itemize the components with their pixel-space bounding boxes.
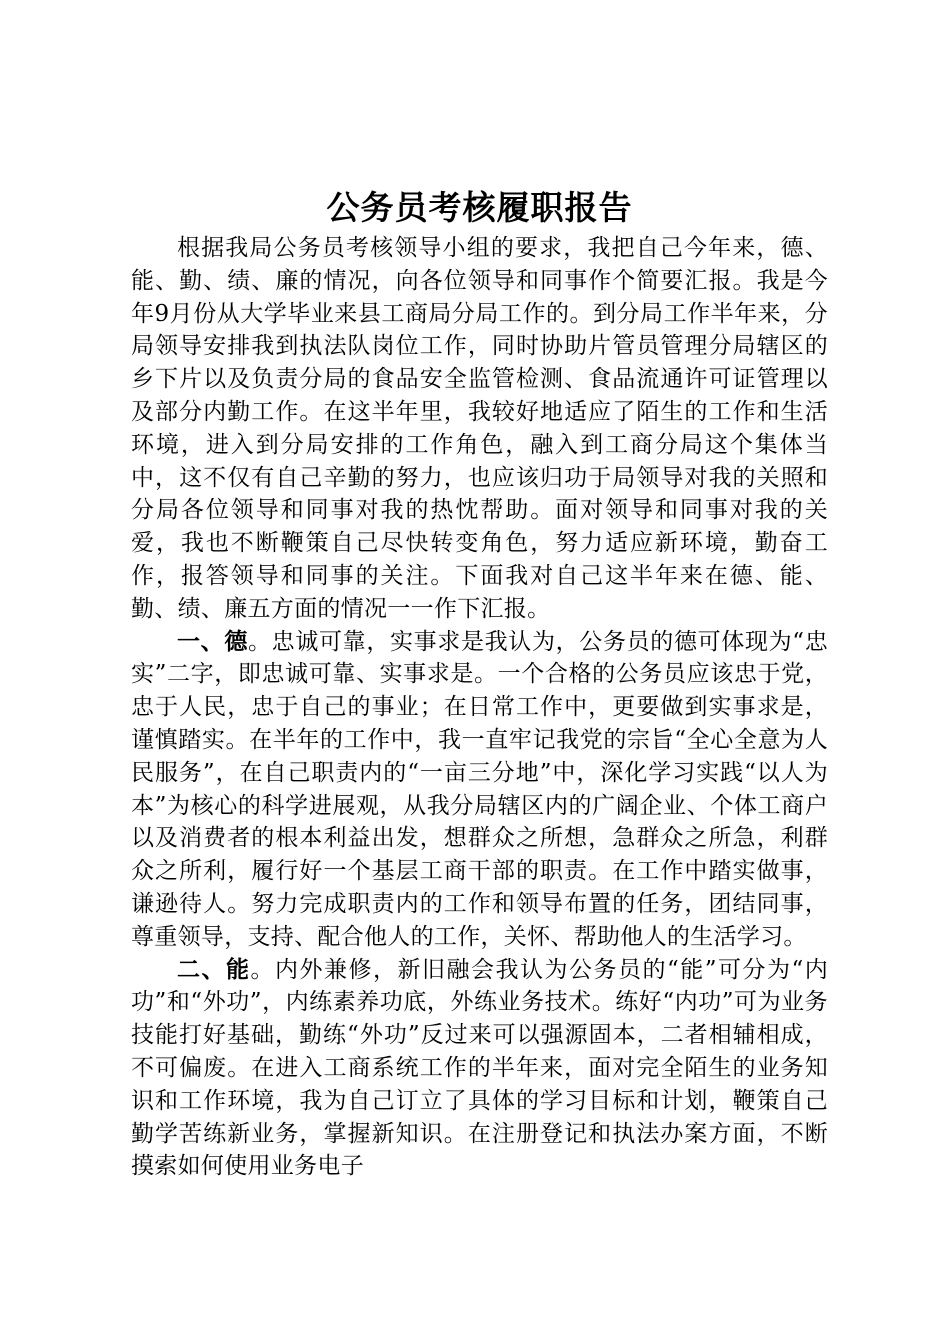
section-virtue-heading: 一、德 <box>177 627 248 655</box>
intro-paragraph: 根据我局公务员考核领导小组的要求，我把自己今年来，德、能、勤、绩、廉的情况，向各位领导和同事作个简要汇报。我是今年9月份从大学毕业来县工商局分局工作的。到分局工作半年来，分局领导安排我到执法队岗位工作，同时协助片管员管理分局辖区的乡下片以及负责分局的食品安全监管检测、食品流通许可证管理以及部分内勤工作。在这半年里，我较好地适应了陌生的工作和生活环境，进入到分局安排的工作角色，融入到工商分局这个集体当中，这不仅有自己辛勤的努力，也应该归功于局领导对我的关照和分局各位领导和同事对我的热忱帮助。面对领导和同事对我的关爱，我也不断鞭策自己尽快转变角色，努力适应新环境，勤奋工作，报答领导和同事的关注。下面我对自己这半年来在德、能、勤、绩、廉五方面的情况一一作下汇报。 <box>131 235 828 622</box>
document-title: 公务员考核履职报告 <box>326 188 633 227</box>
section-virtue-paragraph <box>131 626 828 954</box>
section-ability-paragraph <box>131 954 828 1184</box>
section-virtue-body: 。忠诚可靠，实事求是我认为，公务员的德可体现为“忠实”二字，即忠诚可靠、实事求是。一个合格的公务员应该忠于党，忠于人民，忠于自己的事业；在日常工作中，更要做到实事求是，谨慎踏实。在半年的工作中，我一直牢记我党的宗旨“全心全意为人民服务”，在自己职责内的“一亩三分地”中，深化学习实践“以人为本”为核心的科学进展观，从我分局辖区内的广阔企业、个体工商户以及消费者的根本利益出发，想群众之所想，急群众之所急，利群众之所利，履行好一个基层工商干部的职责。在工作中踏实做事，谦逊待人。努力完成职责内的工作和领导布置的任务，团结同事，尊重领导，支持、配合他人的工作，关怀、帮助他人的生活学习。 <box>131 628 828 950</box>
section-ability-heading: 二、能 <box>177 955 251 983</box>
document-page <box>131 186 828 1183</box>
section-ability-body: 。内外兼修，新旧融会我认为公务员的“能”可分为“内功”和“外功”，内练素养功底，外练业务技术。练好“内功”可为业务技能打好基础，勤练“外功”反过来可以强源固本，二者相辅相成，不可偏废。在进入工商系统工作的半年来，面对完全陌生的业务知识和工作环境，我为自己订立了具体的学习目标和计划，鞭策自己勤学苦练新业务，掌握新知识。在注册登记和执法办案方面，不断摸索如何使用业务电子 <box>131 956 828 1180</box>
